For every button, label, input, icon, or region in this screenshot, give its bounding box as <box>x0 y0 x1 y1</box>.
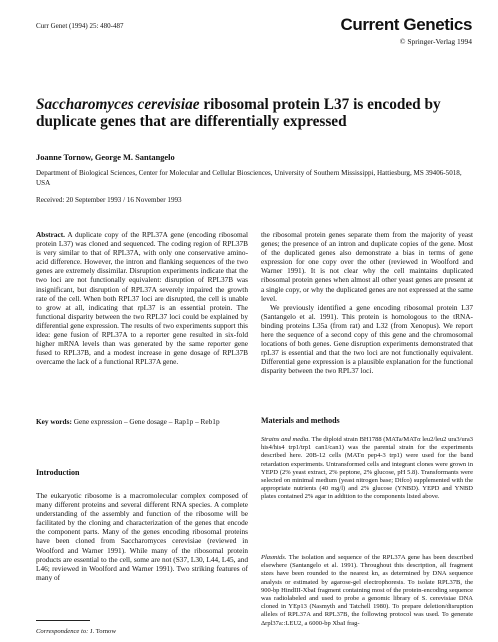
affiliation: Department of Biological Sciences, Center for Molecular and Cellular Biosciences, University of Southern Mississippi, Hattiesburg, MS 39406-5018, USA <box>36 169 462 187</box>
strains-label: Strains and media. <box>261 436 311 443</box>
footnote-rule <box>36 620 90 621</box>
authors: Joanne Tornow, George M. Santangelo <box>36 153 175 162</box>
journal-name: Current Genetics <box>340 15 472 34</box>
journal-header <box>340 16 472 46</box>
plasmids-section <box>261 554 473 628</box>
paragraph-2: We previously identified a gene encoding ribosomal protein L37 (Santangelo et al. 1991). This protein is homologous to the tRNA-binding proteins L35a (from rat) and L32 (from Xenopus). We report here the sequence of a second copy of this gene and the chromosomal locations of both genes. Gene disruption experiments demonstrated that rpL37 is essential and that the two loci are not functionally equivalent. Differential gene expression is a plausible explanation for the functional disparity between the two RPL37 loci. <box>261 302 473 376</box>
correspondence-name: J. Tornow <box>88 628 117 635</box>
keywords-text: Gene expression – Gene dosage – Rap1p – Reb1p <box>71 417 220 426</box>
title-text: ribosomal protein L37 is encoded by duplicate genes that are differentially expressed <box>36 96 441 130</box>
abstract <box>36 230 248 366</box>
methods-heading: Materials and methods <box>261 416 340 425</box>
right-column-text <box>261 230 473 376</box>
received-dates: Received: 20 September 1993 / 16 November 1993 <box>36 196 182 204</box>
journal-citation: Curr Genet (1994) 25: 480-487 <box>36 22 124 30</box>
copyright-notice: © Springer-Verlag 1994 <box>399 37 472 46</box>
abstract-text: A duplicate copy of the RPL37A gene (encoding ribosomal protein L37) was cloned and sequenced. The coding region of RPL37B is very similar to that of RPL37A, with only one conservative amino-acid difference. However, the intron and flanking sequences of the two genes are extremely dissimilar. Disruption experiments indicate that the two loci are not functionally equivalent: disruption of RPL37B was insignificant, but disruption of RPL37A severely impaired the growth rate of the cell. When both RPL37 loci are disrupted, the cell is unable to grow at all, indicating that rpL37 is an essential protein. The functional disparity between the two RPL37 loci could be explained by differential gene expression. The results of two experiments support this idea: gene fusion of RPL37A to a reporter gene resulted in six-fold higher mRNA levels than was generated by the same reporter gene fused to RPL37B, and a modest increase in gene dosage of RPL37B overcame the lack of a functional RPL37A gene. <box>36 230 248 367</box>
strains-text: The diploid strain BH1788 (MATa/MATα leu2/leu2 ura3/ura3 his4/his4 trp1/trp1 can1/can1) was the parental strain for the experiments described here. 20B-12 cells (MATα pep4-3 trp1) were used for the band retardation experiments. Untransformed cells and integrant clones were grown in YEPD (2% yeast extract, 2% peptone, 2% glucose, pH 5.8). Transformants were selected on minimal medium (yeast nitrogen base; Difco) supplemented with the appropriate nutrients (40 mg/l) and 2% glucose (YNBD). YEPD and YNBD plates contained 2% agar in addition to the components listed above. <box>261 436 473 501</box>
correspondence-label: Correspondence to: <box>36 628 89 635</box>
plasmids-text: The isolation and sequence of the RPL37A gene has been described elsewhere (Santangelo et al. 1991). Throughout this description, all fragment sizes have been rounded to the nearest kn, as determined by DNA sequence analysis or estimated by agarose-gel electrophoresis. To isolate RPL37B, the 900-bp HindIII-XbaI fragment containing most of the protein-encoding sequence was radiolabeled and used to probe a genomic library of S. cerevisiae DNA cloned in YEp13 (Nasmyth and Tatchell 1980). To prepare deletion/disruption alleles of RPL37A and RPL37B, the following protocol was used. To generate Δrpl37a::LEU2, a 6000-bp XbaI frag- <box>261 554 473 627</box>
strains-section <box>261 436 473 502</box>
title-species: Saccharomyces cerevisiae <box>36 96 200 113</box>
introduction-heading: Introduction <box>36 468 80 477</box>
article-title <box>36 96 476 130</box>
introduction-paragraph: The eukaryotic ribosome is a macromolecular complex composed of many different proteins and several different RNA species. A complete understanding of the assembly and function of the ribosome will be facilitated by the cloning and characterization of the genes that encode the component parts. Many of the genes encoding ribosomal proteins have been cloned from Saccharomyces cerevisiae (reviewed in Woolford and Warner 1991). While many of the ribosomal protein products are essential to the cell, some are not (S37, L30, L44, L45, and L46; reviewed in Woolford and Warner 1991). Two striking features of many of <box>36 491 248 582</box>
keywords-label: Key words: <box>36 417 72 426</box>
abstract-label: Abstract. <box>36 230 65 239</box>
plasmids-label: Plasmids. <box>261 554 287 561</box>
correspondence <box>36 628 116 635</box>
paragraph-1: the ribosomal protein genes separate them from the majority of yeast genes; the presence of an intron and duplicate copies of the gene. Most of the duplicated genes also demonstrate a bias in terms of gene expression for one copy over the other (reviewed in Woolford and Warner 1991). It is not clear why the cell maintains duplicated ribosomal protein genes when almost all other yeast genes are present at a single copy, or why the duplicated genes are not expressed at the same level. <box>261 230 473 303</box>
keywords <box>36 417 248 426</box>
introduction-text <box>36 491 248 582</box>
